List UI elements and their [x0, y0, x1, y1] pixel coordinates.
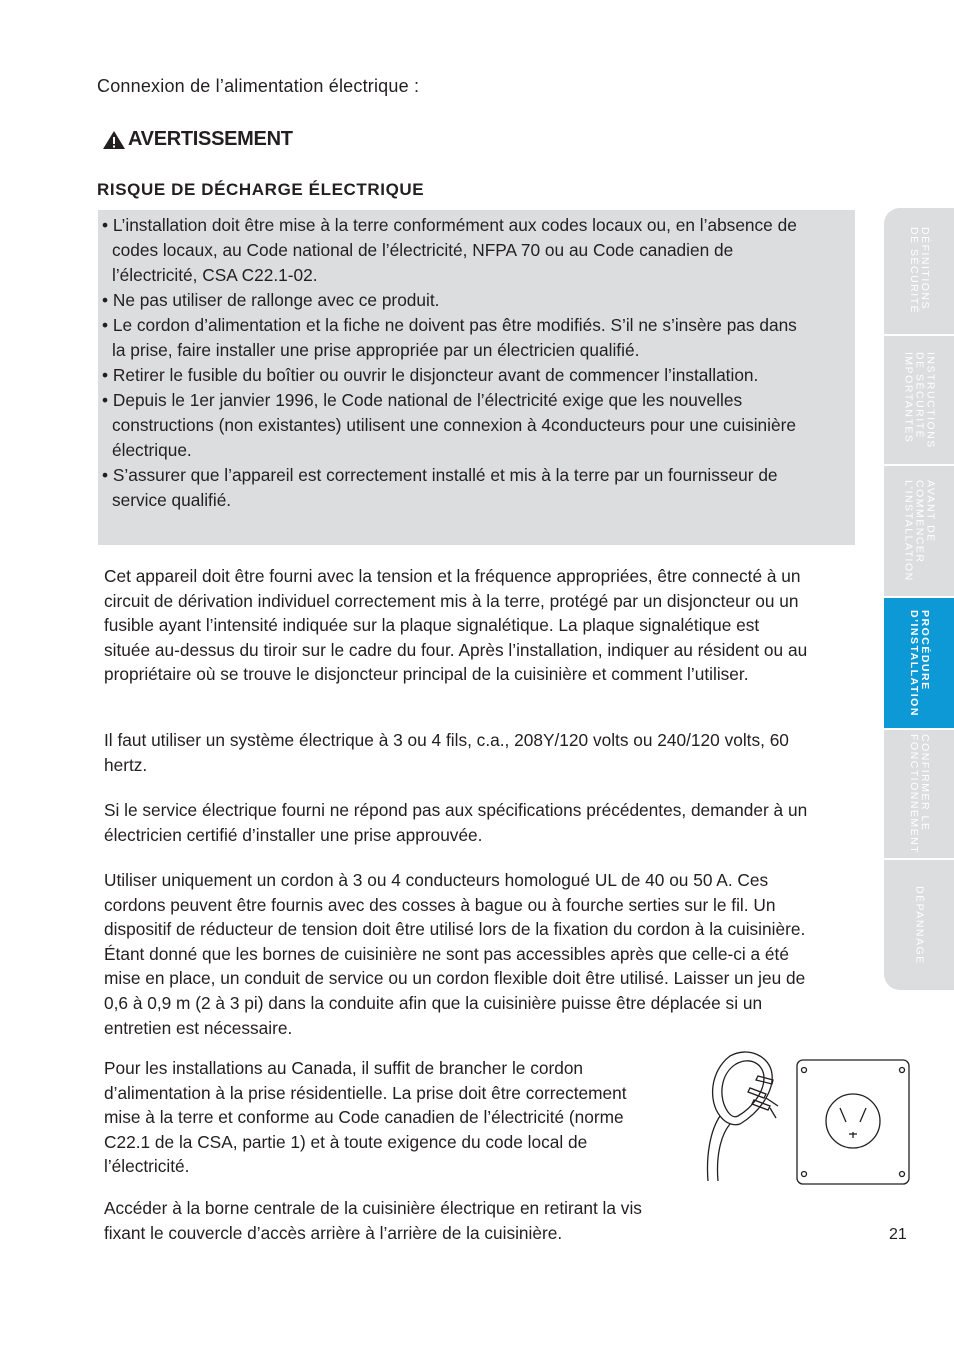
bullet-item: • L’installation doit être mise à la terre conformément aux codes locaux ou, en l’absence de codes locaux, au Code national de l’électricité, NFPA 70 ou au Code canadien de l’électricité, CSA C22.1-02.	[102, 213, 807, 288]
tab-label: PROCÉDURE D’INSTALLATION	[908, 609, 931, 717]
warning-heading	[102, 128, 293, 151]
page-number: 21	[889, 1226, 907, 1243]
paragraph-supply: Cet appareil doit être fourni avec la tension et la fréquence appropriées, être connecté à un circuit de dérivation individuel correctement mis à la terre, protégé par un disjoncteur ou un fusible ayant l’intensité indiquée sur la plaque signalétique. La plaque signalétique est située au-dessus du tiroir sur le cadre du four. Après l’installation, indiquer au résident ou au propriétaire où se trouve le disjoncteur principal de la cuisinière et comment l’utiliser.	[104, 566, 808, 685]
bullet-item: • S’assurer que l’appareil est correctement installé et mis à la terre par un fournisseur de service qualifié.	[102, 463, 807, 513]
risk-title: RISQUE DE DÉCHARGE ÉLECTRIQUE	[97, 180, 425, 199]
tab-safety-instructions[interactable]	[884, 336, 954, 466]
tab-before-installation[interactable]	[884, 466, 954, 598]
section-title: Connexion de l’alimentation électrique :	[97, 76, 420, 96]
bullet-item: • Ne pas utiliser de rallonge avec ce produit.	[102, 288, 807, 313]
tab-label: AVANT DE COMMENCER L’INSTALLATION	[902, 480, 937, 582]
plug-and-outlet-illustration	[700, 1046, 915, 1196]
bullet-item: • Le cordon d’alimentation et la fiche ne doivent pas être modifiés. S’il ne s’insère pas dans la prise, faire installer une prise appropriée par un électricien qualifié.	[102, 313, 807, 363]
tab-confirm-operation[interactable]	[884, 730, 954, 860]
paragraph-service: Si le service électrique fourni ne répond pas aux spécifications précédentes, demander à un électricien certifié d’installer une prise approuvée.	[104, 800, 808, 845]
paragraph-system: Il faut utiliser un système électrique à 3 ou 4 fils, c.a., 208Y/120 volts ou 240/120 volts, 60 hertz.	[104, 730, 789, 775]
tab-definitions[interactable]	[884, 208, 954, 336]
tab-label: DÉFINITIONS DE SÉCURITÉ	[908, 227, 931, 315]
side-navigation	[884, 208, 954, 990]
tab-label: CONFIRMER LE FONCTIONNEMENT	[908, 733, 931, 855]
paragraph-access: Accéder à la borne centrale de la cuisinière électrique en retirant la vis fixant le couvercle d’accès arrière à l’arrière de la cuisinière.	[104, 1198, 642, 1243]
tab-installation-procedure[interactable]	[884, 598, 954, 730]
paragraph-canada: Pour les installations au Canada, il suffit de brancher le cordon d’alimentation à la prise résidentielle. La prise doit être correctement mise à la terre et conforme au Code canadien de l’électricité (norme C22.1 de la CSA, partie 1) et à toute exigence du code local de l’électricité.	[104, 1058, 627, 1177]
warning-bullet-list	[102, 213, 807, 513]
tab-label: INSTRUCTIONS DE SÉCURITÉ IMPORTANTES	[902, 351, 937, 449]
tab-troubleshooting[interactable]	[884, 860, 954, 990]
paragraph-cord: Utiliser uniquement un cordon à 3 ou 4 conducteurs homologué UL de 40 ou 50 A. Ces cordons peuvent être fournis avec des cosses à bague ou à fourche serties sur le fil. Un dispositif de réducteur de tension doit être utilisé lors de la fixation du cordon à la cuisinière. Étant donné que les bornes de cuisinière ne sont pas accessibles après que celle-ci a été mise en place, un conduit de service ou un cordon flexible doit être utilisé. Laisser un jeu de 0,6 à 0,9 m (2 à 3 pi) dans la conduite afin que la cuisinière puisse être déplacée si un entretien est nécessaire.	[104, 870, 806, 1038]
bullet-item: • Depuis le 1er janvier 1996, le Code national de l’électricité exige que les nouvelles constructions (non existantes) utilisent une connexion à 4conducteurs pour une cuisinière électrique.	[102, 388, 807, 463]
bullet-item: • Retirer le fusible du boîtier ou ouvrir le disjoncteur avant de commencer l’installation.	[102, 363, 807, 388]
warning-triangle-icon	[102, 130, 126, 150]
tab-label: DÉPANNAGE	[913, 885, 926, 965]
warning-label: AVERTISSEMENT	[128, 128, 293, 150]
